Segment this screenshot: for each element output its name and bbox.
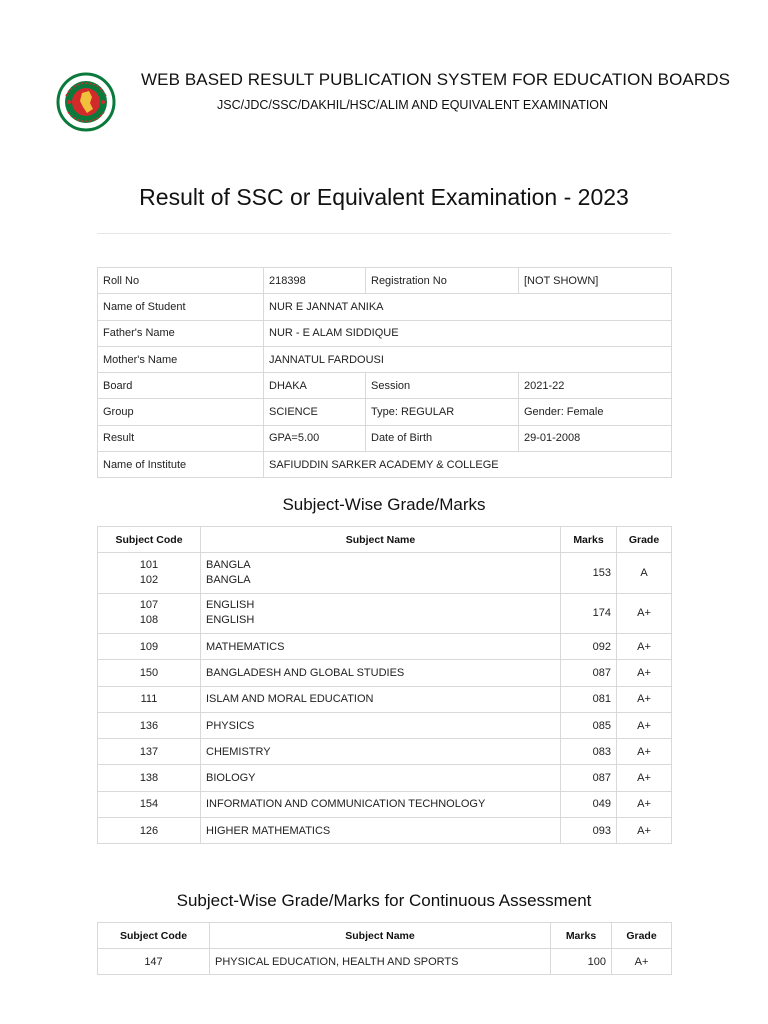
page-title: Result of SSC or Equivalent Examination - 2023 [139, 184, 629, 210]
subject-code [98, 553, 201, 594]
father-name-value: NUR - E ALAM SIDDIQUE [264, 320, 672, 346]
session-label: Session [366, 373, 519, 399]
subject-code: 111 [98, 686, 201, 712]
subject-name-2: ENGLISH [206, 614, 255, 627]
subject-marks: 087 [561, 765, 617, 791]
group-value: SCIENCE [264, 399, 366, 425]
type-value: Type: REGULAR [366, 399, 519, 425]
header-subject-name: Subject Name [201, 527, 561, 553]
roll-value: 218398 [264, 268, 366, 294]
registration-value: [NOT SHOWN] [519, 268, 672, 294]
table-row [98, 320, 672, 346]
subject-grade: A+ [617, 660, 672, 686]
subject-name [201, 553, 561, 594]
subject-name: CHEMISTRY [201, 739, 561, 765]
board-value: DHAKA [264, 373, 366, 399]
subject-marks: 153 [561, 553, 617, 594]
table-row [98, 399, 672, 425]
table-row [98, 294, 672, 320]
table-row [98, 765, 672, 791]
table-row [98, 686, 672, 712]
subject-name-1: ENGLISH [206, 599, 255, 612]
header-marks: Marks [551, 923, 612, 949]
subject-code: 147 [98, 949, 210, 975]
subject-code-2: 102 [139, 573, 159, 586]
subject-marks: 081 [561, 686, 617, 712]
student-info-table [97, 267, 672, 478]
subject-code: 154 [98, 791, 201, 817]
table-row [98, 268, 672, 294]
subject-name: BANGLADESH AND GLOBAL STUDIES [201, 660, 561, 686]
subject-code-1: 101 [139, 558, 159, 571]
subject-name: ISLAM AND MORAL EDUCATION [201, 686, 561, 712]
dob-label: Date of Birth [366, 425, 519, 451]
board-label: Board [98, 373, 264, 399]
father-name-label: Father's Name [98, 320, 264, 346]
subject-name: PHYSICS [201, 712, 561, 738]
table-row [98, 818, 672, 844]
subject-marks: 087 [561, 660, 617, 686]
subject-grade: A+ [617, 712, 672, 738]
subject-code: 150 [98, 660, 201, 686]
table-row [98, 346, 672, 372]
dob-value: 29-01-2008 [519, 425, 672, 451]
header-subject-code: Subject Code [98, 527, 201, 553]
roll-label: Roll No [98, 268, 264, 294]
table-row [98, 660, 672, 686]
table-row [98, 712, 672, 738]
subject-marks: 092 [561, 634, 617, 660]
gender-value: Gender: Female [519, 399, 672, 425]
table-row [98, 739, 672, 765]
subject-marks: 174 [561, 593, 617, 634]
mother-name-label: Mother's Name [98, 346, 264, 372]
grades-table [97, 526, 672, 844]
subject-grade: A+ [617, 686, 672, 712]
group-label: Group [98, 399, 264, 425]
ca-section-title: Subject-Wise Grade/Marks for Continuous Assessment [176, 891, 592, 910]
subject-name: BIOLOGY [201, 765, 561, 791]
subject-marks: 085 [561, 712, 617, 738]
institute-label: Name of Institute [98, 452, 264, 478]
continuous-assessment-table [97, 922, 672, 975]
subject-name: INFORMATION AND COMMUNICATION TECHNOLOGY [201, 791, 561, 817]
subject-grade: A+ [617, 634, 672, 660]
grades-section-title: Subject-Wise Grade/Marks [282, 495, 486, 514]
subject-name-2: BANGLA [206, 573, 251, 586]
subject-grade: A+ [617, 593, 672, 634]
government-seal-icon [56, 66, 116, 138]
result-value: GPA=5.00 [264, 425, 366, 451]
subject-name: PHYSICAL EDUCATION, HEALTH AND SPORTS [210, 949, 551, 975]
table-row [98, 425, 672, 451]
subject-grade: A+ [617, 791, 672, 817]
subject-name: HIGHER MATHEMATICS [201, 818, 561, 844]
header-marks: Marks [561, 527, 617, 553]
student-name-label: Name of Student [98, 294, 264, 320]
mother-name-value: JANNATUL FARDOUSI [264, 346, 672, 372]
subject-code: 137 [98, 739, 201, 765]
header-grade: Grade [612, 923, 672, 949]
subject-name-1: BANGLA [206, 558, 251, 571]
subject-marks: 093 [561, 818, 617, 844]
page-header [0, 0, 768, 150]
divider [97, 233, 671, 234]
subject-grade: A+ [617, 739, 672, 765]
subject-grade: A+ [617, 818, 672, 844]
session-value: 2021-22 [519, 373, 672, 399]
subject-code: 126 [98, 818, 201, 844]
subject-grade: A [617, 553, 672, 594]
header-subject-name: Subject Name [210, 923, 551, 949]
subject-grade: A+ [617, 765, 672, 791]
table-header-row [98, 527, 672, 553]
table-header-row [98, 923, 672, 949]
subject-code: 136 [98, 712, 201, 738]
header-grade: Grade [617, 527, 672, 553]
subject-name: MATHEMATICS [201, 634, 561, 660]
subject-marks: 083 [561, 739, 617, 765]
institute-value: SAFIUDDIN SARKER ACADEMY & COLLEGE [264, 452, 672, 478]
subject-grade: A+ [612, 949, 672, 975]
header-subtitle: JSC/JDC/SSC/DAKHIL/HSC/ALIM AND EQUIVALENT EXAMINATION [217, 98, 609, 112]
header-subject-code: Subject Code [98, 923, 210, 949]
subject-name [201, 593, 561, 634]
student-name-value: NUR E JANNAT ANIKA [264, 294, 672, 320]
table-row [98, 553, 672, 594]
table-row [98, 593, 672, 634]
registration-label: Registration No [366, 268, 519, 294]
subject-code [98, 593, 201, 634]
subject-marks: 049 [561, 791, 617, 817]
table-row [98, 634, 672, 660]
table-row [98, 373, 672, 399]
subject-code: 138 [98, 765, 201, 791]
table-row [98, 949, 672, 975]
subject-code-1: 107 [139, 599, 159, 612]
result-label: Result [98, 425, 264, 451]
subject-code-2: 108 [139, 614, 159, 627]
table-row [98, 791, 672, 817]
header-title: WEB BASED RESULT PUBLICATION SYSTEM FOR EDUCATION BOARDS [141, 70, 731, 89]
subject-marks: 100 [551, 949, 612, 975]
table-row [98, 452, 672, 478]
subject-code: 109 [98, 634, 201, 660]
